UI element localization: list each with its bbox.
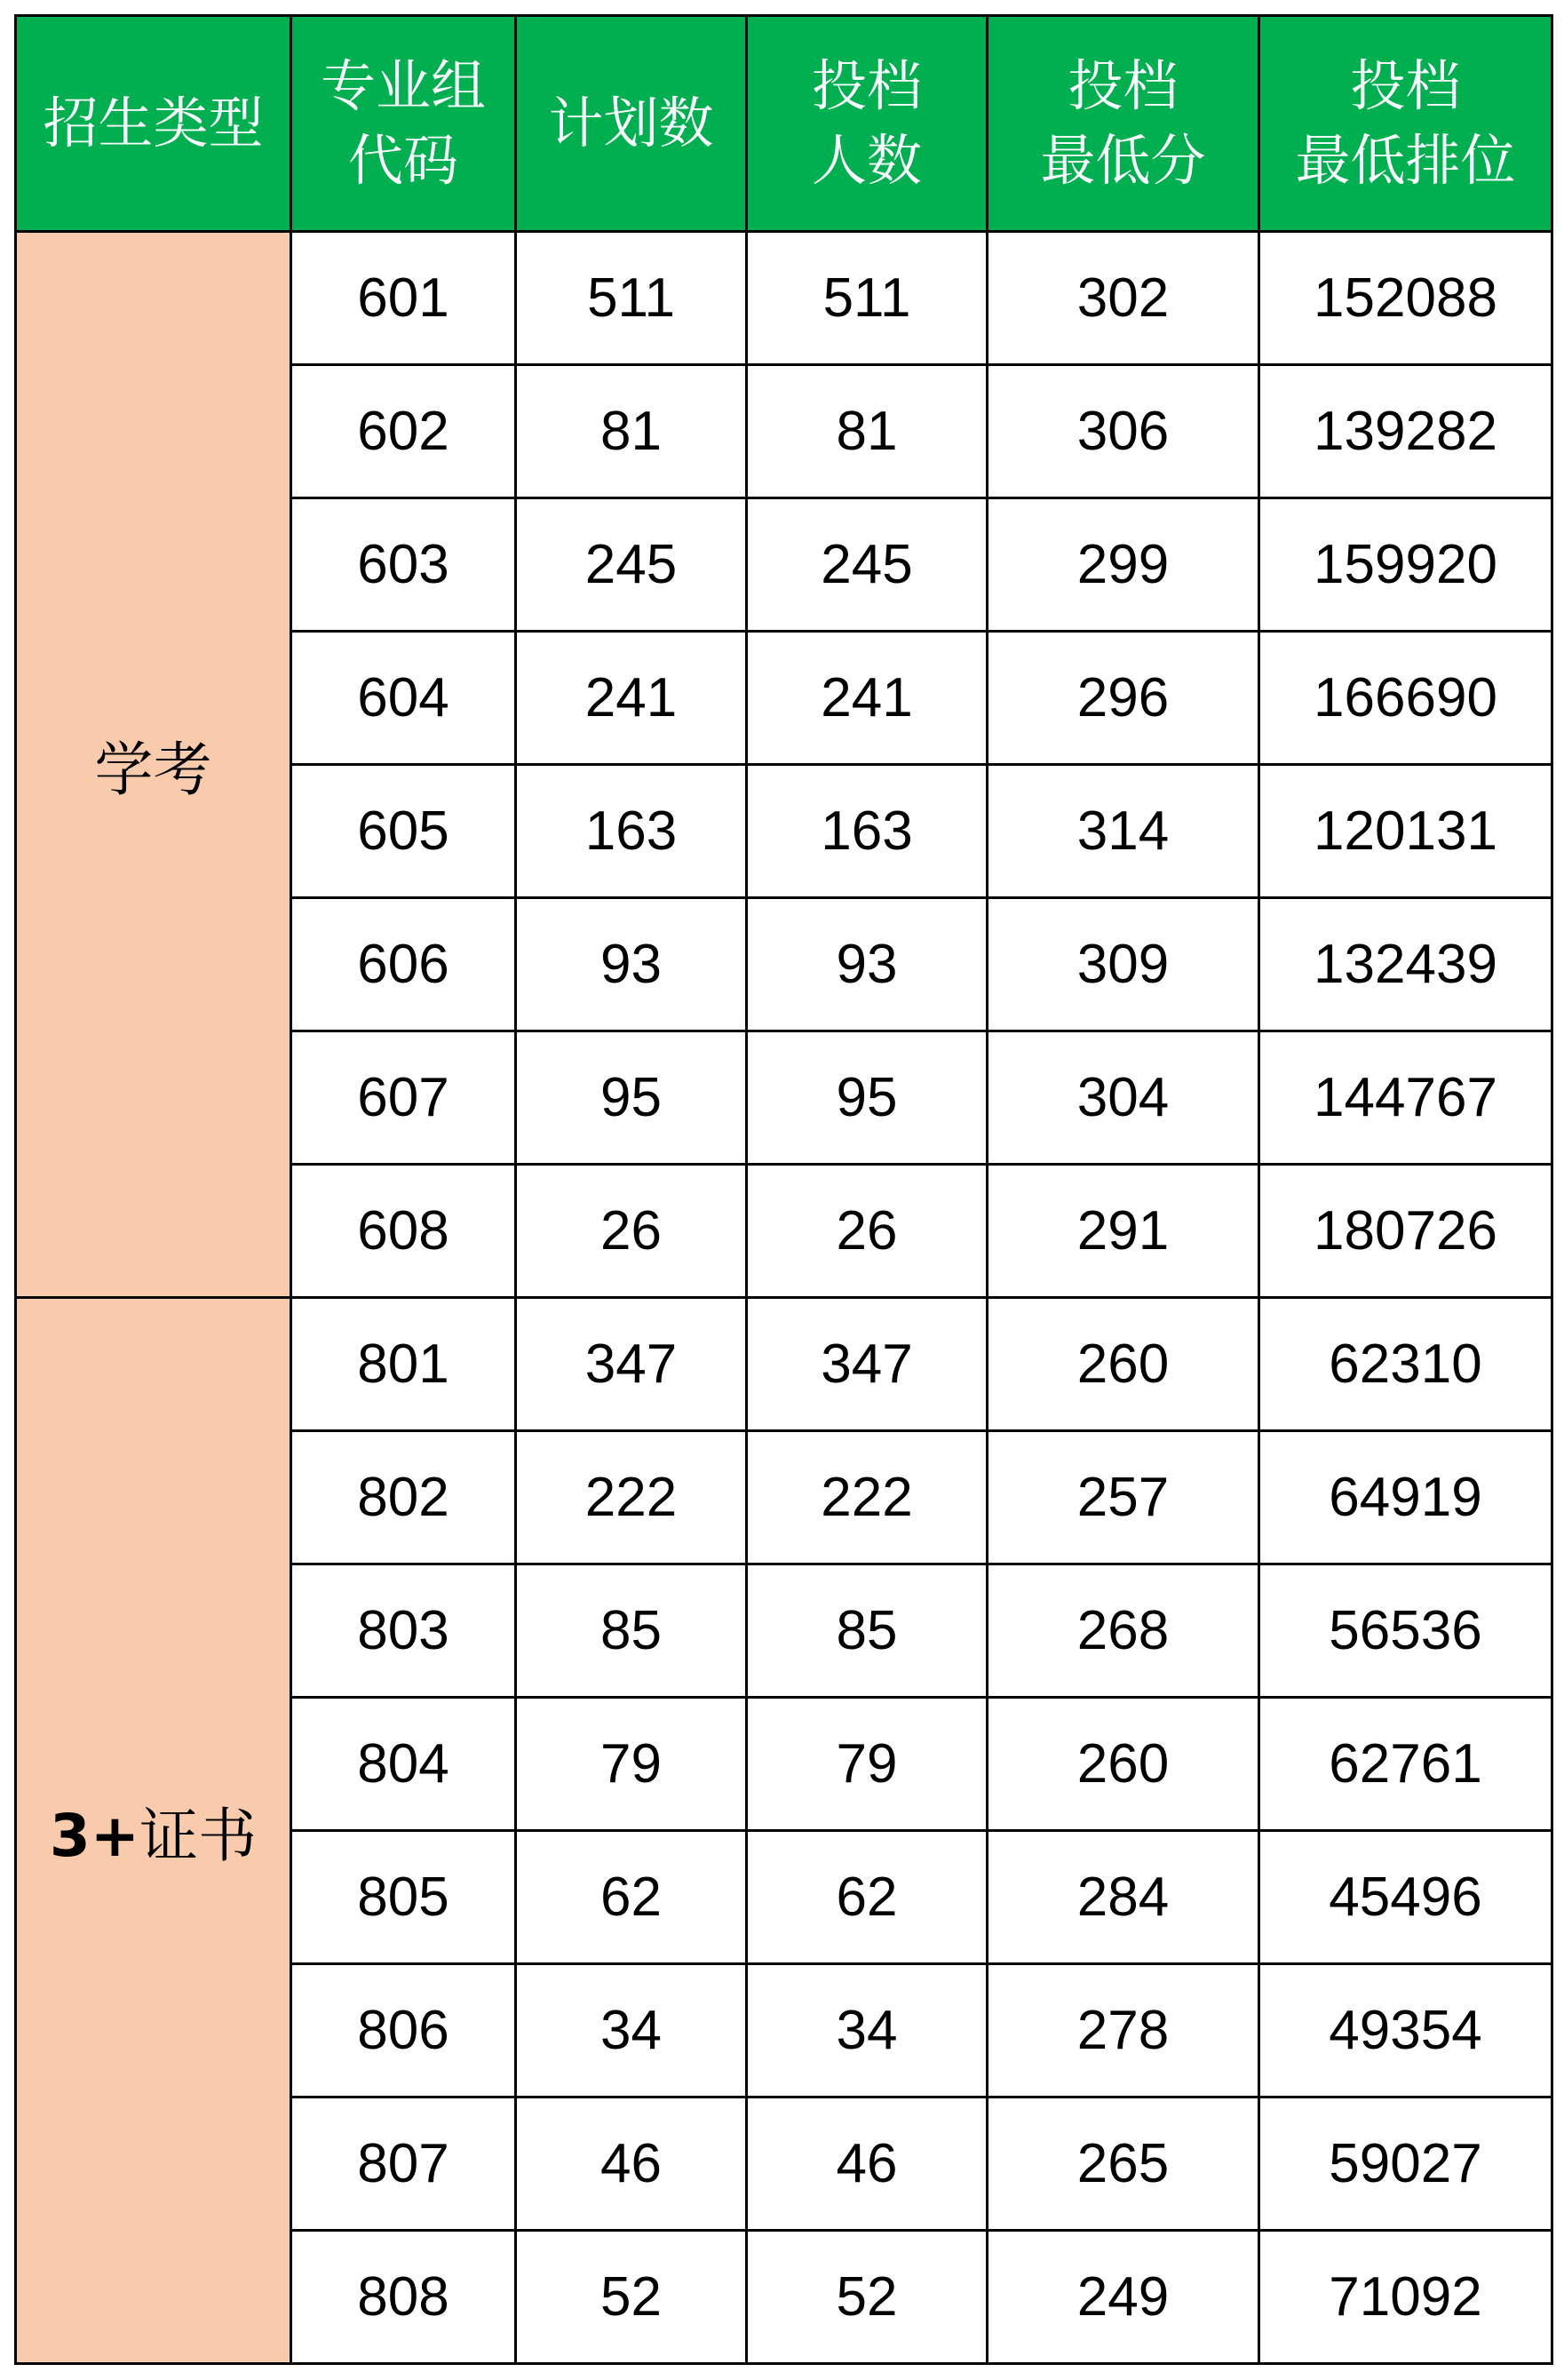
enrolled-count-cell: 241 <box>747 632 988 765</box>
plan-count-cell: 34 <box>516 1964 747 2097</box>
header-plan-count-line-1: 计划数 <box>548 91 714 155</box>
group-code-cell: 807 <box>291 2097 516 2231</box>
plan-count-cell: 245 <box>516 498 747 632</box>
header-group-code-line-2: 代码 <box>347 128 458 193</box>
table-body <box>16 232 1552 2364</box>
group-code-cell: 608 <box>291 1165 516 1298</box>
group-code-cell: 806 <box>291 1964 516 2097</box>
min-rank-cell: 139282 <box>1259 365 1552 498</box>
min-score-cell: 309 <box>988 898 1259 1031</box>
header-group-code-line-1: 专业组 <box>320 53 486 118</box>
admission-type-prefix: 3+ <box>49 1802 140 1870</box>
min-score-cell: 257 <box>988 1431 1259 1564</box>
group-code-cell: 803 <box>291 1564 516 1698</box>
min-score-cell: 260 <box>988 1298 1259 1431</box>
enrolled-count-cell: 26 <box>747 1165 988 1298</box>
group-code-cell: 808 <box>291 2231 516 2364</box>
plan-count-cell: 95 <box>516 1031 747 1165</box>
plan-count-cell: 62 <box>516 1831 747 1964</box>
min-rank-cell: 71092 <box>1259 2231 1552 2364</box>
enrolled-count-cell: 93 <box>747 898 988 1031</box>
min-rank-cell: 159920 <box>1259 498 1552 632</box>
enrolled-count-cell: 222 <box>747 1431 988 1564</box>
header-type-line-1: 招生类型 <box>43 91 264 155</box>
group-code-cell: 607 <box>291 1031 516 1165</box>
group-code-cell: 602 <box>291 365 516 498</box>
min-rank-cell: 166690 <box>1259 632 1552 765</box>
table-row <box>16 1298 1552 1431</box>
group-code-cell: 801 <box>291 1298 516 1431</box>
enrolled-count-cell: 95 <box>747 1031 988 1165</box>
header-group-code <box>291 16 516 232</box>
header-min-score-line-2: 最低分 <box>1040 128 1206 193</box>
header-min-rank-line-2: 最低排位 <box>1295 128 1516 193</box>
min-score-cell: 249 <box>988 2231 1259 2364</box>
plan-count-cell: 163 <box>516 765 747 898</box>
min-score-cell: 265 <box>988 2097 1259 2231</box>
header-min-rank <box>1259 16 1552 232</box>
admission-type-cell <box>16 232 291 1298</box>
admission-type-cell <box>16 1298 291 2364</box>
header-type <box>16 16 291 232</box>
enrolled-count-cell: 163 <box>747 765 988 898</box>
header-plan-count <box>516 16 747 232</box>
plan-count-cell: 222 <box>516 1431 747 1564</box>
min-score-cell: 314 <box>988 765 1259 898</box>
min-score-cell: 299 <box>988 498 1259 632</box>
plan-count-cell: 52 <box>516 2231 747 2364</box>
enrolled-count-cell: 511 <box>747 232 988 365</box>
plan-count-cell: 347 <box>516 1298 747 1431</box>
min-rank-cell: 62761 <box>1259 1698 1552 1831</box>
plan-count-cell: 81 <box>516 365 747 498</box>
min-score-cell: 302 <box>988 232 1259 365</box>
group-code-cell: 804 <box>291 1698 516 1831</box>
enrolled-count-cell: 46 <box>747 2097 988 2231</box>
min-rank-cell: 152088 <box>1259 232 1552 365</box>
min-score-cell: 260 <box>988 1698 1259 1831</box>
header-min-rank-line-1: 投档 <box>1350 53 1461 118</box>
min-rank-cell: 132439 <box>1259 898 1552 1031</box>
min-score-cell: 278 <box>988 1964 1259 2097</box>
admission-type-suffix: 证书 <box>139 1802 258 1870</box>
enrolled-count-cell: 52 <box>747 2231 988 2364</box>
admission-type-label: 学考 <box>94 736 212 804</box>
min-rank-cell: 62310 <box>1259 1298 1552 1431</box>
plan-count-cell: 93 <box>516 898 747 1031</box>
min-rank-cell: 120131 <box>1259 765 1552 898</box>
plan-count-cell: 46 <box>516 2097 747 2231</box>
table-row <box>16 232 1552 365</box>
group-code-cell: 604 <box>291 632 516 765</box>
header-row <box>16 16 1552 232</box>
enrolled-count-cell: 62 <box>747 1831 988 1964</box>
group-code-cell: 605 <box>291 765 516 898</box>
plan-count-cell: 26 <box>516 1165 747 1298</box>
table-header <box>16 16 1552 232</box>
group-code-cell: 603 <box>291 498 516 632</box>
group-code-cell: 606 <box>291 898 516 1031</box>
admissions-table <box>14 14 1553 2365</box>
min-score-cell: 284 <box>988 1831 1259 1964</box>
plan-count-cell: 85 <box>516 1564 747 1698</box>
header-enrolled-count-line-2: 人数 <box>811 128 922 193</box>
plan-count-cell: 79 <box>516 1698 747 1831</box>
enrolled-count-cell: 85 <box>747 1564 988 1698</box>
min-rank-cell: 144767 <box>1259 1031 1552 1165</box>
enrolled-count-cell: 81 <box>747 365 988 498</box>
plan-count-cell: 511 <box>516 232 747 365</box>
min-rank-cell: 56536 <box>1259 1564 1552 1698</box>
enrolled-count-cell: 347 <box>747 1298 988 1431</box>
min-score-cell: 268 <box>988 1564 1259 1698</box>
header-enrolled-count-line-1: 投档 <box>811 53 922 118</box>
enrolled-count-cell: 245 <box>747 498 988 632</box>
min-rank-cell: 59027 <box>1259 2097 1552 2231</box>
header-enrolled-count <box>747 16 988 232</box>
group-code-cell: 601 <box>291 232 516 365</box>
min-rank-cell: 64919 <box>1259 1431 1552 1564</box>
min-score-cell: 291 <box>988 1165 1259 1298</box>
group-code-cell: 802 <box>291 1431 516 1564</box>
header-min-score-line-1: 投档 <box>1068 53 1179 118</box>
min-score-cell: 304 <box>988 1031 1259 1165</box>
group-code-cell: 805 <box>291 1831 516 1964</box>
min-score-cell: 296 <box>988 632 1259 765</box>
enrolled-count-cell: 79 <box>747 1698 988 1831</box>
min-rank-cell: 45496 <box>1259 1831 1552 1964</box>
header-min-score <box>988 16 1259 232</box>
min-rank-cell: 49354 <box>1259 1964 1552 2097</box>
min-rank-cell: 180726 <box>1259 1165 1552 1298</box>
plan-count-cell: 241 <box>516 632 747 765</box>
enrolled-count-cell: 34 <box>747 1964 988 2097</box>
min-score-cell: 306 <box>988 365 1259 498</box>
